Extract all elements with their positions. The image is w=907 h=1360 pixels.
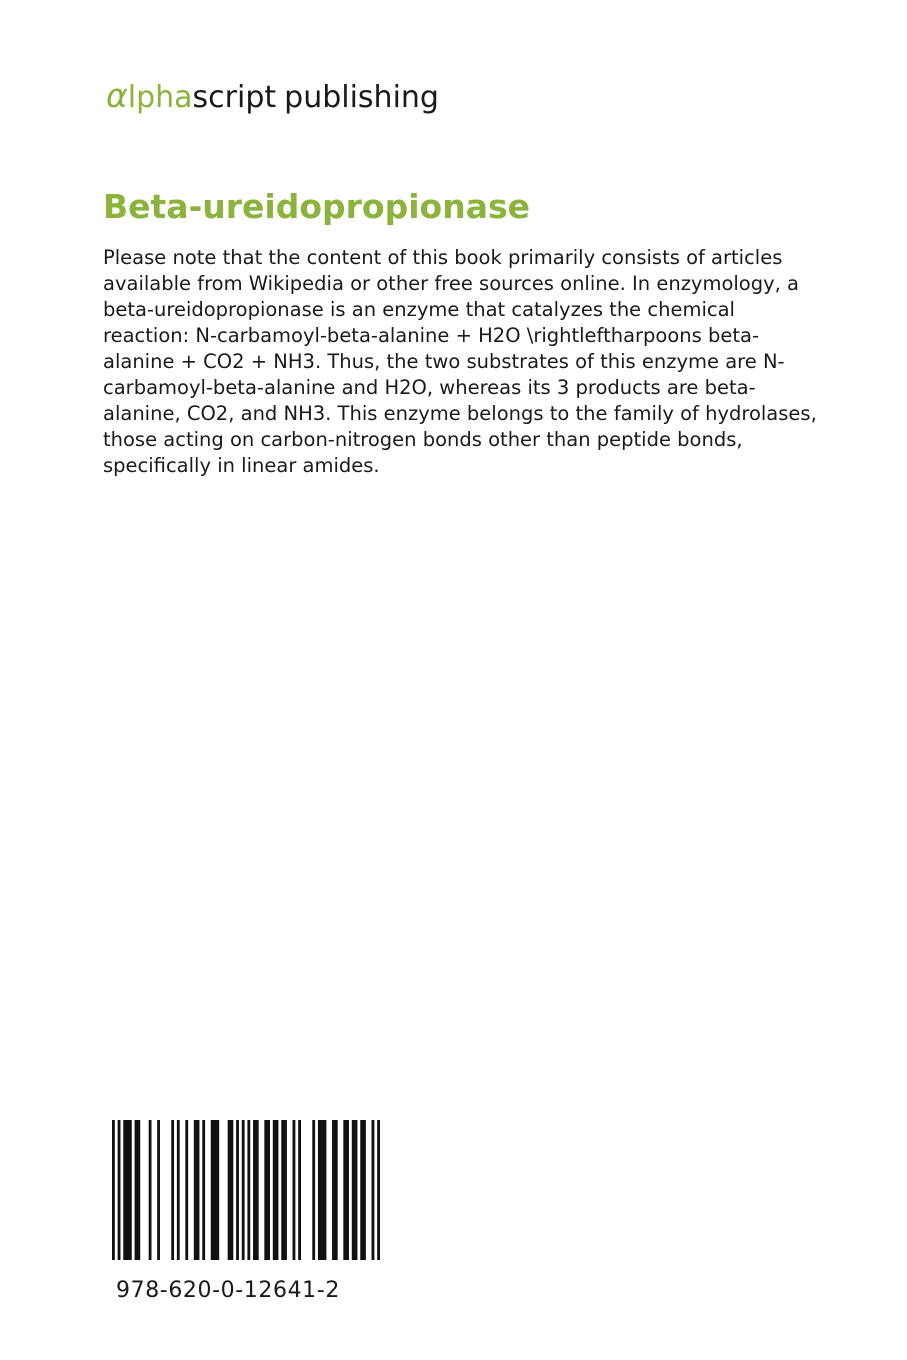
barcode-bar-3 [135, 1120, 141, 1260]
barcode-bar-23 [318, 1120, 326, 1260]
book-title: Beta-ureidopropionase [103, 187, 530, 226]
alpha-logo-mark: α [106, 76, 128, 115]
barcode-bar-17 [264, 1120, 270, 1260]
barcode-bar-27 [360, 1120, 366, 1260]
barcode-bar-9 [194, 1120, 200, 1260]
barcode-bar-28 [372, 1120, 375, 1260]
barcode-bar-11 [211, 1120, 219, 1260]
barcode-bar-10 [202, 1120, 205, 1260]
barcode-bar-26 [352, 1120, 358, 1260]
barcode-bar-16 [253, 1120, 259, 1260]
barcode-bar-13 [236, 1120, 239, 1260]
barcode-bar-12 [228, 1120, 234, 1260]
logo-publishing-text: publishing [284, 80, 439, 115]
barcode-bar-4 [149, 1120, 152, 1260]
barcode-bar-21 [298, 1120, 301, 1260]
logo-script-text: script [192, 80, 277, 115]
publisher-logo [106, 76, 439, 120]
barcode-bar-6 [171, 1120, 174, 1260]
logo-alpha-text: lpha [127, 80, 193, 115]
barcode-bar-19 [281, 1120, 287, 1260]
barcode-bar-24 [332, 1120, 338, 1260]
barcode-bar-8 [185, 1120, 188, 1260]
book-description: Please note that the content of this book primarily consists of articles available from Wikipedia or other free sources online. In enzymology, a beta-ureidopropionase is an enzyme that catalyzes the chemical reaction: N-carbamoyl-beta-alanine + H2O \rightleftharpoons beta-alanine + CO2 + NH3. Thus, the two substrates of this enzyme are N-carbamoyl-beta-alanine and H2O, whereas its 3 products are beta-alanine, CO2, and NH3. This enzyme belongs to the family of hydrolases, those acting on carbon-nitrogen bonds other than peptide bonds, specifically in linear amides. [103, 246, 817, 477]
barcode-block [112, 1120, 388, 1260]
barcode-bar-29 [377, 1120, 380, 1260]
barcode-bar-5 [157, 1120, 160, 1260]
barcode-bar-0 [112, 1120, 115, 1260]
barcode-bar-25 [343, 1120, 349, 1260]
barcode-bar-18 [273, 1120, 279, 1260]
barcode-bar-14 [242, 1120, 245, 1260]
isbn-barcode [112, 1120, 380, 1260]
barcode-bar-7 [177, 1120, 180, 1260]
isbn-number: 978-620-0-12641-2 [116, 1278, 340, 1303]
barcode-bar-15 [247, 1120, 250, 1260]
barcode-bar-1 [118, 1120, 121, 1260]
barcode-bar-2 [123, 1120, 131, 1260]
barcode-bar-22 [312, 1120, 315, 1260]
barcode-bar-20 [293, 1120, 296, 1260]
